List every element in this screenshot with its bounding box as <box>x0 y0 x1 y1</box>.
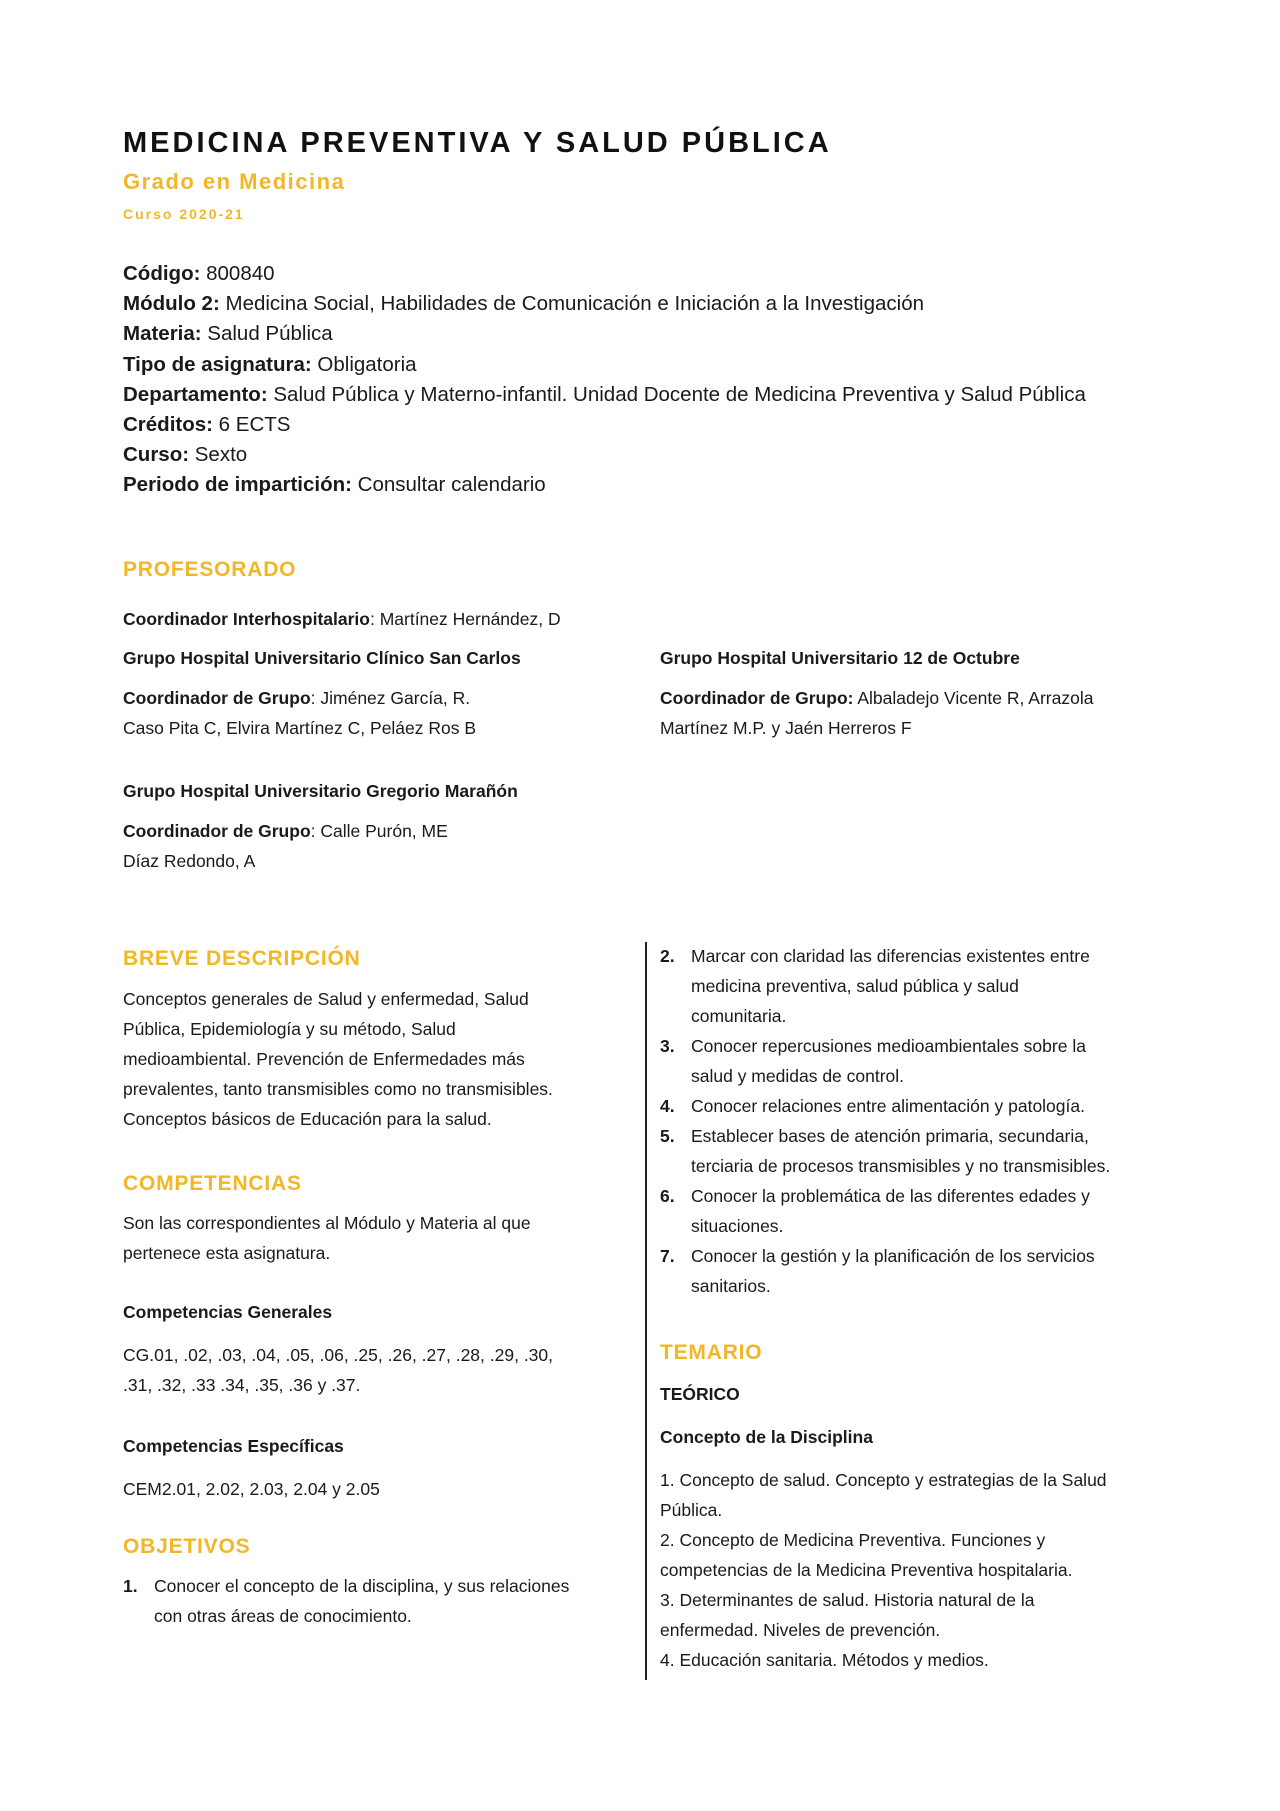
group-san-carlos <box>123 648 623 743</box>
temario-heading: TEMARIO <box>660 1341 763 1364</box>
list-item: 2. Marcar con claridad las diferencias existentes entre medicina preventiva, salud pública y salud comunitaria. <box>660 946 1090 1026</box>
list-item: 6. Conocer la problemática de las diferentes edades y situaciones. <box>660 1186 1090 1236</box>
group-members: Martínez M.P. y Jaén Herreros F <box>660 718 912 738</box>
group-coordinator: Coordinador de Grupo: Calle Purón, ME <box>123 821 448 841</box>
meta-curso: Curso: Sexto <box>123 443 248 467</box>
meta-codigo: Código: 800840 <box>123 262 275 285</box>
subject-metadata <box>123 259 1163 501</box>
profesorado-heading: PROFESORADO <box>123 558 297 581</box>
list-item: 3. Conocer repercusiones medioambientales sobre la salud y medidas de control. <box>660 1036 1086 1086</box>
coordinador-interhospitalario: Coordinador Interhospitalario: Martínez Hernández, D <box>123 609 561 629</box>
meta-materia: Materia: Salud Pública <box>123 322 333 346</box>
competencias-heading: COMPETENCIAS <box>123 1172 302 1195</box>
column-divider <box>645 942 647 1680</box>
objetivos-list-right <box>660 941 1160 1301</box>
list-item: 7. Conocer la gestión y la planificación de los servicios sanitarios. <box>660 1246 1095 1296</box>
meta-periodo: Periodo de impartición: Consultar calendario <box>123 473 546 497</box>
descripcion-heading: BREVE DESCRIPCIÓN <box>123 947 361 970</box>
meta-modulo: Módulo 2: Medicina Social, Habilidades de Comunicación e Iniciación a la Investigación <box>123 292 925 316</box>
group-gregorio-maranon <box>123 781 623 876</box>
meta-departamento: Departamento: Salud Pública y Materno-infantil. Unidad Docente de Medicina Preventiva y Salud Pública <box>123 382 1086 406</box>
meta-creditos: Créditos: 6 ECTS <box>123 413 291 437</box>
temario-block-title: Concepto de la Disciplina <box>660 1427 873 1447</box>
list-item: 5. Establecer bases de atención primaria, secundaria, terciaria de procesos transmisibles y no transmisibles. <box>660 1126 1111 1176</box>
competencias-generales-title: Competencias Generales <box>123 1302 333 1322</box>
list-item: 1. Conocer el concepto de la disciplina, y sus relaciones con otras áreas de conocimiento. <box>123 1576 570 1626</box>
group-coordinator: Coordinador de Grupo: Jiménez García, R. <box>123 688 471 708</box>
descripcion-text: Conceptos generales de Salud y enfermedad, Salud Pública, Epidemiología y su método, Salud medioambiental. Prevención de Enfermedades más prevalentes, tanto transmisibles como no transmisibles. Conceptos básicos de Educación para la salud. <box>123 989 553 1129</box>
objetivos-heading: OBJETIVOS <box>123 1535 251 1558</box>
document-title: MEDICINA PREVENTIVA Y SALUD PÚBLICA <box>123 127 832 159</box>
group-coordinator: Coordinador de Grupo: Albaladejo Vicente R, Arrazola <box>660 688 1094 708</box>
competencias-intro: Son las correspondientes al Módulo y Materia al que pertenece esta asignatura. <box>123 1213 531 1263</box>
group-title: Grupo Hospital Universitario 12 de Octubre <box>660 648 1020 668</box>
competencias-especificas-list: CEM2.01, 2.02, 2.03, 2.04 y 2.05 <box>123 1479 380 1499</box>
temario-list: 1. Concepto de salud. Concepto y estrategias de la Salud Pública. 2. Concepto de Medicina Preventiva. Funciones y competencias de la Medicina Preventiva hospitalaria. 3. Determinantes de salud. Historia natural de la enfermedad. Niveles de prevención. 4. Educación sanitaria. Métodos y medios. <box>660 1470 1107 1670</box>
group-title: Grupo Hospital Universitario Gregorio Marañón <box>123 781 518 801</box>
course-year: Curso 2020-21 <box>123 206 245 222</box>
competencias-generales-list: CG.01, .02, .03, .04, .05, .06, .25, .26, .27, .28, .29, .30, .31, .32, .33 .34, .35, .36 y .37. <box>123 1345 554 1395</box>
group-12-octubre <box>660 648 1160 743</box>
group-title: Grupo Hospital Universitario Clínico San Carlos <box>123 648 521 668</box>
meta-tipo: Tipo de asignatura: Obligatoria <box>123 352 417 376</box>
list-item: 4. Conocer relaciones entre alimentación y patología. <box>660 1096 1085 1116</box>
degree-subtitle: Grado en Medicina <box>123 169 346 194</box>
competencias-especificas-title: Competencias Específicas <box>123 1436 344 1456</box>
group-members: Díaz Redondo, A <box>123 851 256 871</box>
group-members: Caso Pita C, Elvira Martínez C, Peláez Ros B <box>123 718 477 738</box>
objetivos-list-left <box>123 1571 623 1631</box>
temario-teorico: TEÓRICO <box>660 1384 740 1404</box>
